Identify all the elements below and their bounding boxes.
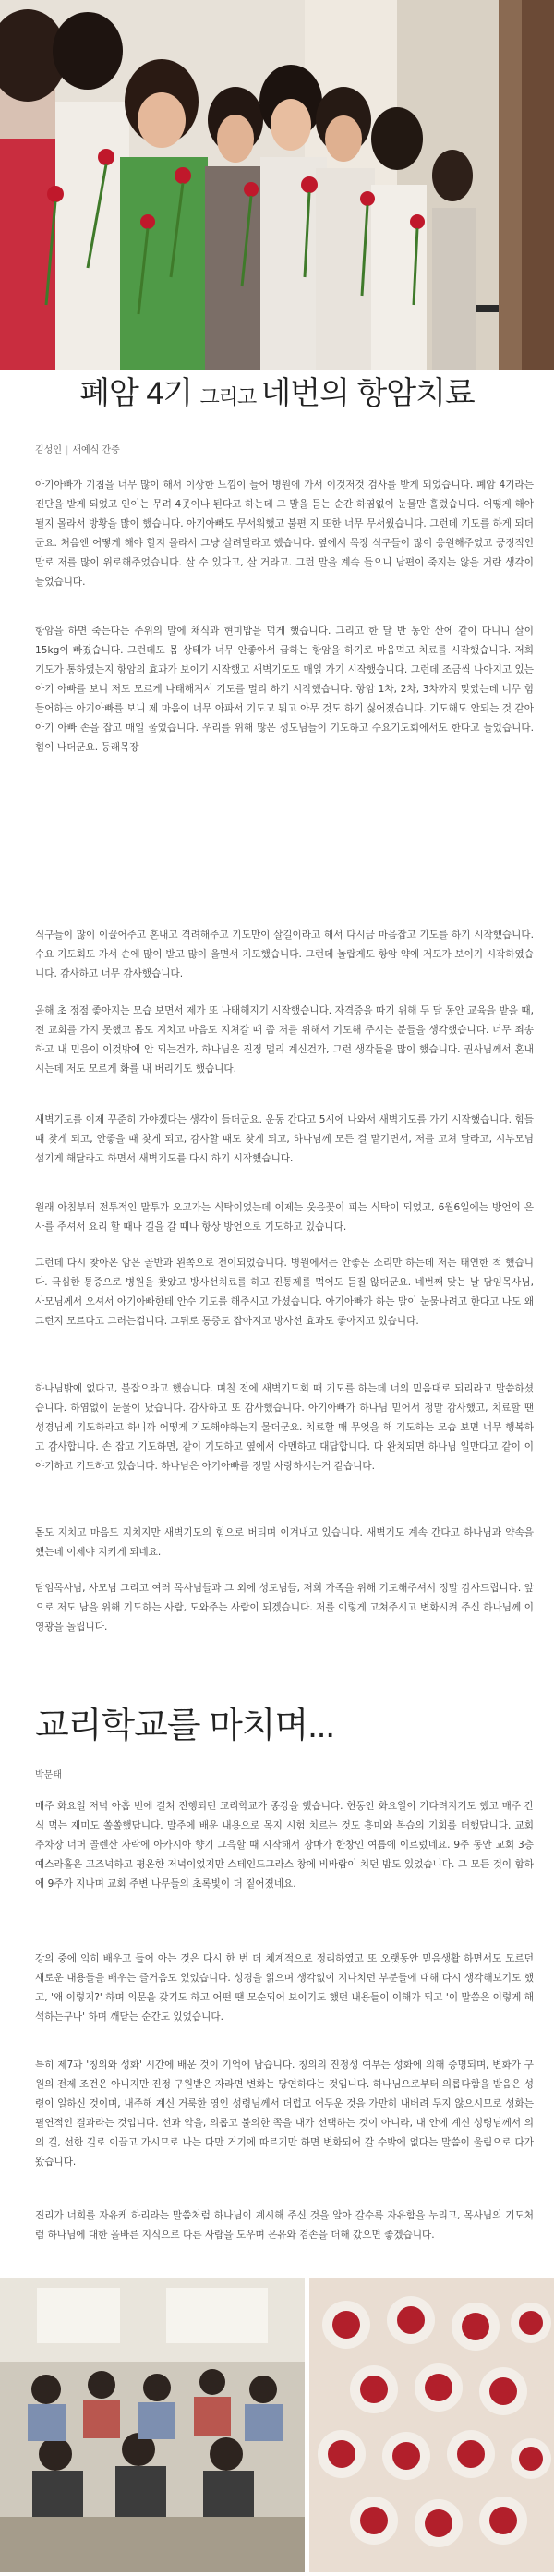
byline-divider: |: [65, 445, 69, 456]
article1-title: [0, 368, 554, 413]
article1-paragraph-4: 올해 초 정점 좋아지는 모습 보면서 제가 또 나태해지기 시작했습니다. 자격증을 따기 위해 두 달 동안 교육을 받을 때, 전 교회를 가지 못했고 몸도 지치고 마음도 지쳐갈 때 쯤 저를 위해서 기도해 주시는 분들을 생각했습니다. 너무 죄송하고 내 믿음이 이것밖에 안 되는건가, 하나님은 진정 멀리 계신건가, 그런 생각들을 많이 했습니다. 권사님께서 혼내시는데 저도 모르게 화를 내 버리기도 했습니다.: [35, 1005, 534, 1075]
article1-paragraph-2: 항암을 하면 죽는다는 주위의 말에 채식과 현미밥을 먹게 했습니다. 그리고 한 달 반 동안 산에 같이 다니니 살이 15kg이 빠졌습니다. 그런데도 몸 상태가 너무 안좋아서 급하는 항암을 하기로 마음먹고 치료를 시작했습니다. 저희 기도가 통하였는지 항암의 효과가 보이기 시작했고 새벽기도도 매일 가기 시작했습니다. 그런데 조금씩 나아지고 있는 아기 아빠를 보니 저도 모르게 나태해져서 기도를 멀리 하기 시작했습니다. 항암 1차, 2차, 3차까지 맞았는데 너무 힘들어하는 아기아빠를 보니 제 마음이 너무 아파서 기도고 뭐고 아무 것도 하기 싫어졌습니다. 기도해도 안되는 것 같아 아기 아빠 손을 잡고 매일 울었습니다. 우리를 위해 많은 성도님들이 기도하고 수요기도회에서도 한다고 들었습니다. 힘이 나더군요. 등래목장: [35, 626, 534, 753]
article1-paragraph-1: 아기아빠가 기침을 너무 많이 해서 이상한 느낌이 들어 병원에 가서 이것저것 검사를 받게 되었습니다. 폐암 4기라는 진단을 받게 되었고 인이는 무려 4곳이나 된다고 하는데 그 말을 듣는 순간 하염없이 눈물만 흘렸습니다. 어떻게 해야 될지 몰라서 방황을 많이 했습니다. 아기아빠도 무서워했고 불편 지 또한 너무 무서웠습니다. 그런데 기도를 하게 되더군요. 처음엔 어떻게 해야 할지 몰라서 그냥 살려달라고 했습니다. 옆에서 목장 식구들이 많이 응원해주었고 긍정적인 말로 저를 많이 위로해주었습니다. 살 수 있다고, 살 거라고. 그런 말을 계속 들으니 남편이 죽지는 않을 거란 생각이 들었습니다.: [35, 480, 534, 588]
article2-paragraph-4: 진리가 너희를 자유케 하리라는 말씀처럼 하나님이 계시해 주신 것을 알아 갈수록 자유함을 누리고, 목사님의 기도처럼 하나님에 대한 올바른 지식으로 다른 사람을 도우며 은유와 겸손을 더해 갔으면 좋겠습니다.: [35, 2210, 534, 2241]
hero-photo-carnation-choir: [0, 0, 554, 370]
cupcakes-photo: [309, 2278, 554, 2572]
article1-author-role: 새예식 간증: [72, 445, 120, 456]
article1-paragraph-8: 하나님밖에 없다고, 불잡으라고 했습니다. 며칠 전에 새벽기도회 때 기도를 하는데 너의 믿음대로 되리라고 말씀하셨습니다. 하염없이 눈물이 났습니다. 감사하고 또 감사했습니다. 아기아빠가 하나님 믿어서 정말 감사했고, 치료할 땐 성경님께 기도하라고 하니까 어떻게 기도해야하는지 물더군요. 치료할 때 무엇을 해 기도하는 모습 보면 너무 행복하고 감사합니다. 손 잡고 기도하면, 같이 기도하고 옆에서 아멘하고 대답합니다. 다 완치되면 하나님 일만다고 같이 이야기하고 기도하고 있습니다. 하나님은 아기아빠를 정말 사랑하시는거 같습니다.: [35, 1383, 534, 1472]
article1-paragraph-6: 원래 아침부터 전투적인 말투가 오고가는 식탁이었는데 이제는 웃음꽃이 피는 식탁이 되었고, 6월6일에는 방언의 은사를 주셔서 요리 할 때나 길을 갈 때나 항상 방언으로 기도하고 있습니다.: [35, 1202, 534, 1233]
article2-paragraph-2: 강의 중에 익히 배우고 들어 아는 것은 다시 한 번 더 체계적으로 정리하였고 또 오랫동안 믿음생활 하면서도 모르던 새로운 내용들을 배우는 즐거움도 있었습니다. 성경을 읽으며 생각없이 지나치던 부분들에 대해 다시 생각해보기도 했고, '왜 이렇지?' 하며 의문을 갖기도 하고 어떤 땐 모순되어 보이기도 했던 내용들이 이해가 되고 '이 말씀은 이렇게 해석하는구나' 하며 깨닫는 순간도 있었습니다.: [35, 1953, 534, 2023]
article1-paragraph-3: 식구들이 많이 이끌어주고 혼내고 격려해주고 기도만이 살길이라고 해서 다시금 마음잡고 기도를 하기 시작했습니다. 수요 기도회도 가서 손에 많이 받고 많이 울면서 기도했습니다. 그런데 놀랍게도 항암 약에 저도가 보이기 시작하였습니다. 감사하고 너무 감사했습니다.: [35, 930, 534, 979]
classroom-photo: [0, 2278, 305, 2572]
article2-author: 박문태: [35, 1770, 62, 1780]
article2-title: 교리학교를 마치며...: [35, 1707, 334, 1745]
article1-byline: [35, 442, 120, 456]
article2-paragraph-3: 특히 제7과 '칭의와 성화' 시간에 배운 것이 기억에 남습니다. 칭의의 진정성 여부는 성화에 의해 증명되며, 변화가 구원의 전제 조건은 아니지만 진정 구원받은 자라면 변화는 당연하다는 것입니다. 하나님으로부터 의롭다함을 받음은 성령이 일하신 것이며, 내주해 계신 거룩한 영인 성령님께서 더럽고 어두운 것을 가만히 내버려 두지 않으시므로 성화는 필연적인 결과라는 것입니다. 선과 악을, 의롭고 불의한 쪽을 내가 선택하는 것이 아니라, 내 안에 계신 성령님께서 의의 길, 선한 길로 이끌고 가시므로 나는 다만 거기에 따르기만 하면 변화되어 갈 수밖에 없다는 말씀이 울림으로 다가왔습니다.: [35, 2060, 534, 2168]
article1-title-part1: 폐암 4기: [79, 376, 200, 411]
article1-author: 김성인: [35, 445, 62, 456]
article2-paragraph-1: 매주 화요일 저녁 아홉 번에 걸쳐 진행되던 교리학교가 종강을 했습니다. 헌동안 화요일이 기다려지기도 했고 매주 간식 먹는 재미도 쏠쏠했답니다. 말주에 배운 내용으로 목지 시험 치르는 것도 흥미와 복습의 기회를 더했답니다. 교회 주차장 너머 골렌산 자락에 아카시아 향기 그윽할 때 시작해서 장마가 한창인 여름에 이르렀네요. 9주 동안 교회 3층 예스라홀은 고즈넉하고 평온한 저녁이었지만 스테인드그라스 창에 비바람이 치던 밤도 있었습니다. 그 모든 것이 함하에 9주가 지나며 교회 주변 나무들의 초록빛이 더 짙어졌네요.: [35, 1801, 534, 1889]
article1-paragraph-7: 그런데 다시 찾아온 암은 골반과 왼쪽으로 전이되었습니다. 병원에서는 안좋은 소리만 하는데 저는 태연한 척 했습니다. 극심한 통증으로 병원을 찾았고 방사선치료를 하고 진통제를 먹어도 듣질 않더군요. 네번째 맞는 날 담임목사님, 사모님께서 오셔서 아기아빠한테 안수 기도를 해주시고 가셨습니다. 아기아빠가 하는 말이 눈물나려고 한다고 나도 왜그런지 모르다고 그러는겁니다. 그뒤로 통증도 잡아지고 방사선 효과도 좋아지고 있습니다.: [35, 1258, 534, 1327]
article1-paragraph-10: 담임목사님, 사모님 그리고 여러 목사님들과 그 외에 성도님들, 저희 가족을 위해 기도해주셔서 정말 감사드립니다. 앞으로 저도 남을 위해 기도하는 사람, 도와주는 사람이 되겠습니다. 저를 이렇게 고쳐주시고 변화시켜 주신 하나님께 이 영광을 돌립니다.: [35, 1583, 534, 1633]
article1-paragraph-5: 새벽기도를 이제 꾸준히 가야겠다는 생각이 들더군요. 운동 간다고 5시에 나와서 새벽기도를 가기 시작했습니다. 힘들 때 찾게 되고, 안좋을 때 찾게 되고, 감사할 때도 찾게 되고, 하나님께 모든 걸 맡기면서, 저를 고쳐 달라고, 시부모님 섬기게 해달라고 하면서 새벽기도를 다시 하기 시작했습니다.: [35, 1114, 534, 1164]
article1-title-part3: 네번의 항암치료: [260, 376, 475, 411]
article1-paragraph-9: 몸도 지치고 마음도 지치지만 새벽기도의 힘으로 버티며 이겨내고 있습니다. 새벽기도 계속 간다고 하나님과 약속을 했는데 이제야 지키게 되네요.: [35, 1527, 534, 1558]
article1-title-part2: 그리고: [199, 385, 261, 408]
